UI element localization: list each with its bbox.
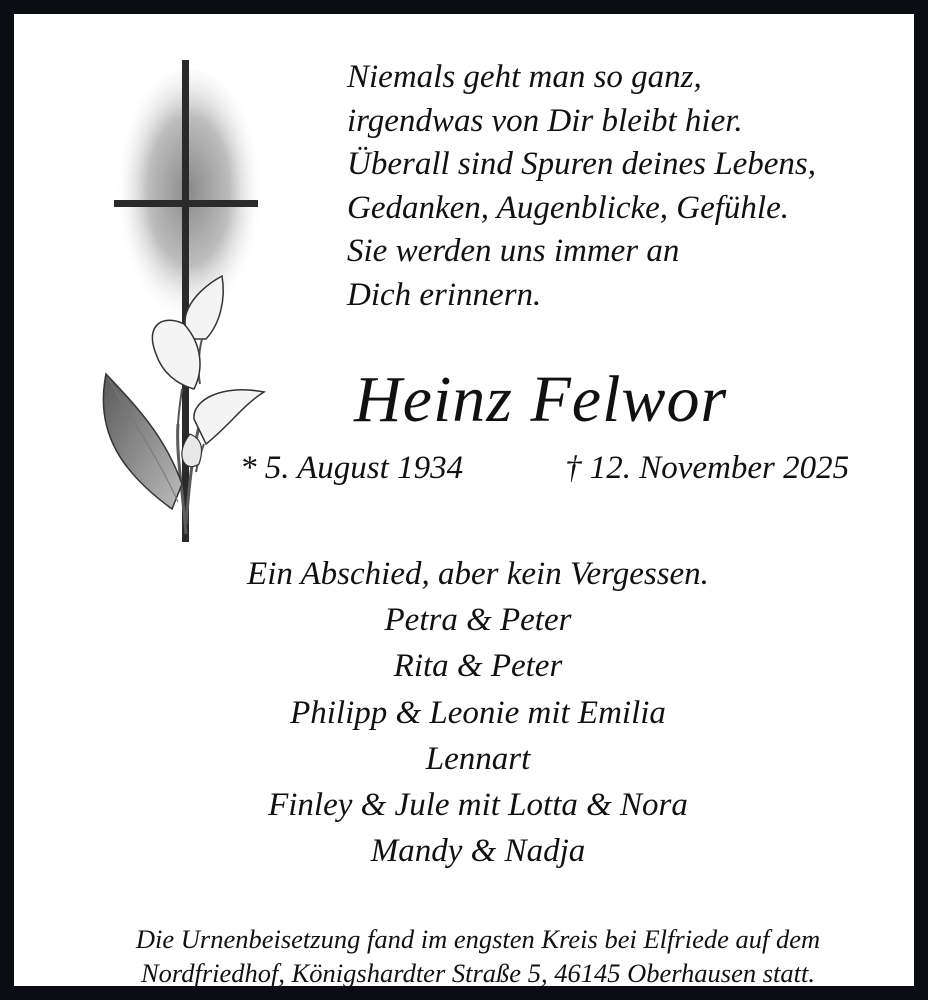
poem-line: Überall sind Spuren deines Lebens, xyxy=(347,146,816,182)
family-line: Rita & Peter xyxy=(393,648,563,685)
poem-line: irgendwas von Dir bleibt hier. xyxy=(347,102,743,139)
birth-date: * 5. August 1934 xyxy=(240,450,464,486)
family-signatures xyxy=(14,551,928,874)
poem-line: Gedanken, Augenblicke, Gefühle. xyxy=(347,189,789,226)
family-line: Philipp & Leonie mit Emilia xyxy=(290,694,666,731)
notice-line: Die Urnenbeisetzung fand im engsten Kreis bei Elfriede auf dem xyxy=(135,924,821,954)
family-line: Mandy & Nadja xyxy=(370,833,586,870)
family-line: Lennart xyxy=(425,740,531,777)
family-line: Ein Abschied, aber kein Vergessen. xyxy=(247,556,709,592)
poem-line: Niemals geht man so ganz, xyxy=(347,59,702,95)
burial-notice xyxy=(14,922,928,990)
death-date: † 12. November 2025 xyxy=(565,450,850,486)
poem-line: Sie werden uns immer an xyxy=(347,233,680,269)
family-line: Finley & Jule mit Lotta & Nora xyxy=(268,787,688,824)
family-line: Petra & Peter xyxy=(384,602,572,639)
poem-line: Dich erinnern. xyxy=(347,276,542,313)
deceased-name: Heinz Felwor xyxy=(354,363,728,436)
notice-line: Nordfriedhof, Königshardter Straße 5, 46145 Oberhausen statt. xyxy=(140,958,816,988)
poem xyxy=(347,56,816,317)
